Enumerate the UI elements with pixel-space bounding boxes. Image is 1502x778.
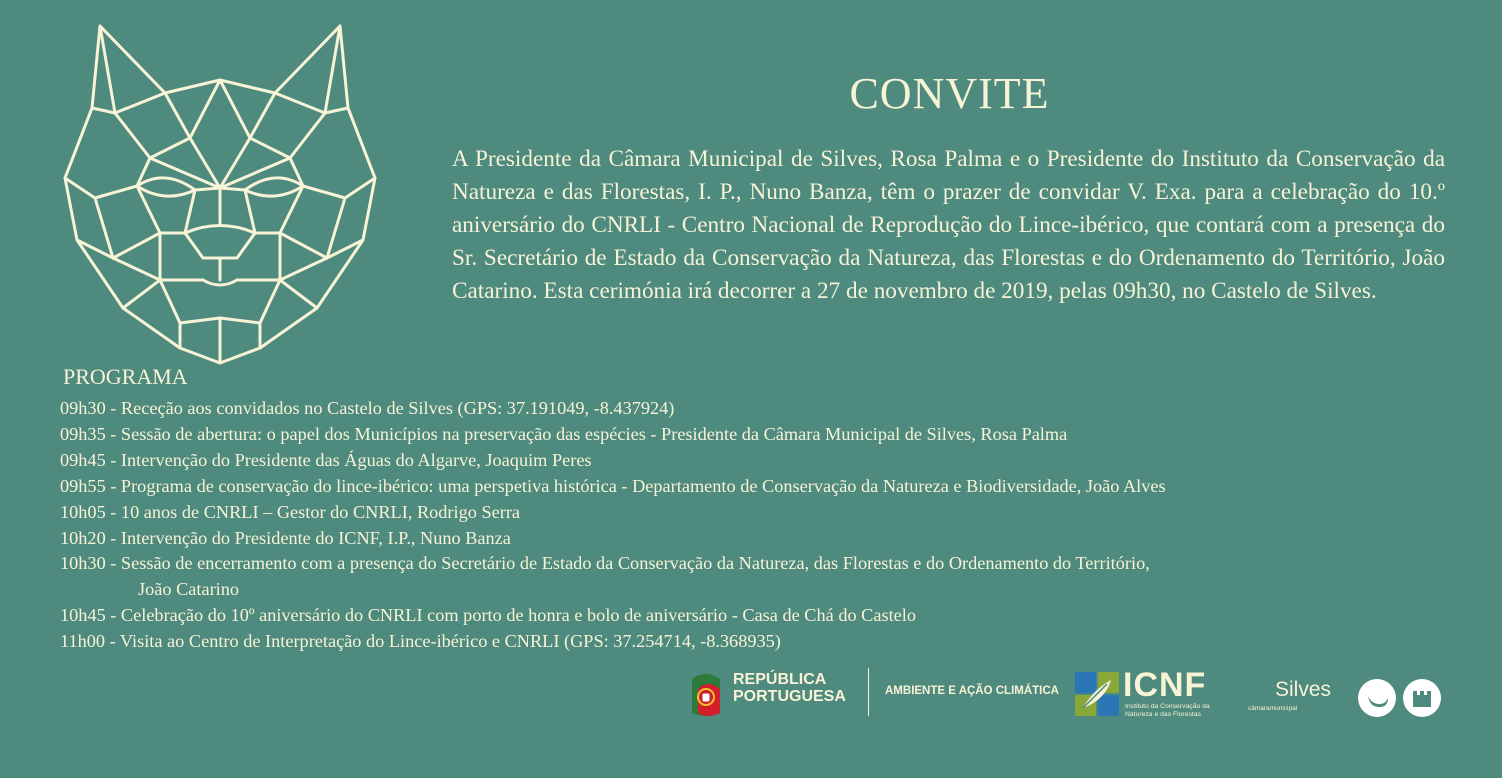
program-item: 10h05 - 10 anos de CNRLI – Gestor do CNRLI, Rodrigo Serra [60, 501, 521, 522]
silves-castle-icon [1402, 678, 1442, 718]
camara-silves-logo [1245, 678, 1455, 728]
program-item: 09h35 - Sessão de abertura: o papel dos Municípios na preservação das espécies - Presidente da Câmara Municipal de Silves, Rosa Palma [60, 423, 1068, 444]
program-heading: PROGRAMA [63, 364, 188, 389]
silves-moon-icon [1357, 678, 1397, 718]
republica-shield-icon [686, 669, 726, 721]
lynx-illustration [55, 18, 385, 368]
ministry-label: AMBIENTE E AÇÃO CLIMÁTICA [885, 685, 1059, 697]
partner-logos [0, 660, 1502, 730]
republica-line1: REPÚBLICA [733, 671, 827, 688]
icnf-name: ICNF [1123, 666, 1207, 704]
program-item: 09h30 - Receção aos convidados no Castelo de Silves (GPS: 37.191049, -8.437924) [60, 398, 675, 418]
program-item: 10h20 - Intervenção do Presidente do ICNF, I.P., Nuno Banza [60, 527, 511, 548]
program-item-continuation: João Catarino [138, 579, 240, 600]
icnf-subtitle: Instituto da Conservação da Natureza e das Florestas [1125, 703, 1210, 718]
silves-name: Silves [1275, 678, 1332, 701]
program-item: 09h45 - Intervenção do Presidente das Águas do Algarve, Joaquim Peres [60, 449, 592, 470]
invitation-body: A Presidente da Câmara Municipal de Silves, Rosa Palma e o Presidente do Instituto da Conservação da Natureza e das Florestas, I. P., Nuno Banza, têm o prazer de convidar V. Exa. para a celebração do 10.º aniversário do CNRLI - Centro Nacional de Reprodução do Lince-ibérico, que contará com a presença do Sr. Secretário de Estado da Conservação da Natureza, das Florestas e do Ordenamento do Território, João Catarino. Esta cerimónia irá decorrer a 27 de novembro de 2019, pelas 09h30, no Castelo de Silves. [452, 146, 1445, 304]
program-list [60, 396, 1480, 655]
program-item: 09h55 - Programa de conservação do lince-ibérico: uma perspetiva histórica - Departamento de Conservação da Natureza e Biodiversidade, João Alves [60, 475, 1166, 496]
program-item: 10h30 - Sessão de encerramento com a presença do Secretário de Estado da Conservação da Natureza, das Florestas e do Ordenamento do Território, João Catarino [60, 551, 1480, 603]
program-item: 10h45 - Celebração do 10º aniversário do CNRLI com porto de honra e bolo de aniversário - Casa de Chá do Castelo [60, 605, 917, 626]
republica-line2: PORTUGUESA [733, 688, 846, 705]
silves-subtitle: câmaramunicipal [1248, 705, 1298, 712]
republica-portuguesa-logo [686, 667, 866, 723]
logo-divider [868, 668, 869, 716]
icnf-logo [1075, 666, 1225, 730]
icnf-leaf-icon [1075, 672, 1119, 716]
program-item: 11h00 - Visita ao Centro de Interpretação do Lince-ibérico e CNRLI (GPS: 37.254714, -8.368935) [60, 631, 781, 652]
invitation-title: CONVITE [849, 69, 1050, 118]
